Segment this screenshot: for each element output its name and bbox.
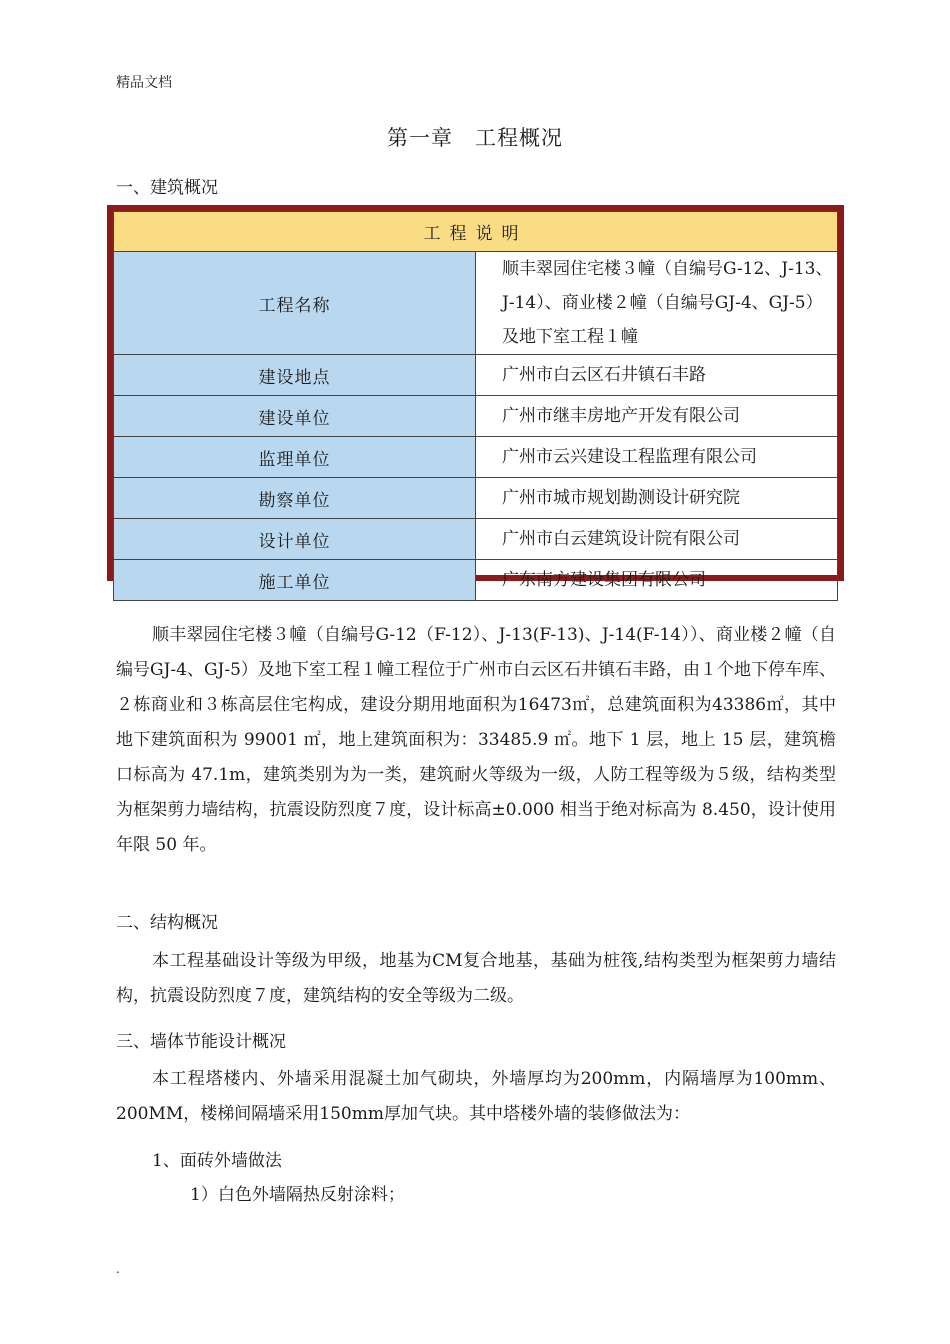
row-value: 广州市白云建筑设计院有限公司 (476, 519, 838, 560)
row-value: 顺丰翠园住宅楼３幢（自编号G-12、J-13、J-14）、商业楼２幢（自编号GJ-4、GJ-5）及地下室工程１幢 (476, 252, 838, 355)
row-label: 设计单位 (114, 519, 476, 560)
row-label: 建设地点 (114, 355, 476, 396)
project-info-table (107, 205, 844, 593)
paragraph-wall-energy: 本工程塔楼内、外墙采用混凝土加气砌块，外墙厚均为200mm，内隔墙厚为100mm、200MM，楼梯间隔墙采用150mm厚加气块。其中塔楼外墙的装修做法为： (116, 1069, 836, 1124)
header-note: 精品文档 (116, 75, 172, 91)
row-label: 工程名称 (114, 252, 476, 355)
row-value: 广东南方建设集团有限公司 (476, 560, 838, 601)
row-label: 监理单位 (114, 437, 476, 478)
row-label: 建设单位 (114, 396, 476, 437)
list-item: 1、面砖外墙做法 (152, 1151, 282, 1171)
section-heading-2: 二、结构概况 (116, 913, 218, 933)
row-label: 施工单位 (114, 560, 476, 601)
row-label: 勘察单位 (114, 478, 476, 519)
row-value: 广州市白云区石井镇石丰路 (476, 355, 838, 396)
list-item: 1）白色外墙隔热反射涂料； (190, 1185, 405, 1205)
row-value: 广州市继丰房地产开发有限公司 (476, 396, 838, 437)
row-value: 广州市城市规划勘测设计研究院 (476, 478, 838, 519)
section-heading-1: 一、建筑概况 (116, 178, 218, 198)
paragraph-building-overview: 顺丰翠园住宅楼３幢（自编号G-12（F-12）、J-13(F-13)、J-14(F-14））、商业楼２幢（自编号GJ-4、GJ-5）及地下室工程１幢工程位于广州市白云区石井镇石丰路，由１个地下停车库、２栋商业和３栋高层住宅构成，建设分期用地面积为16473㎡，总建筑面积为43386㎡，其中地下建筑面积为 99001 ㎡，地上建筑面积为：33485.9 ㎡。地下 1 层，地上 15 层，建筑檐口标高为 47.1m，建筑类别为为一类，建筑耐火等级为一级，人防工程等级为５级，结构类型为框架剪力墙结构，抗震设防烈度７度，设计标高±0.000 相当于绝对标高为 8.450，设计使用年限 50 年。 (116, 625, 836, 855)
footer-dot: . (116, 1262, 120, 1276)
section-heading-3: 三、墙体节能设计概况 (116, 1032, 286, 1052)
table-title: 工程说明 (114, 212, 838, 252)
row-value: 广州市云兴建设工程监理有限公司 (476, 437, 838, 478)
chapter-title: 第一章 工程概况 (387, 126, 563, 150)
paragraph-structure-overview: 本工程基础设计等级为甲级，地基为CM复合地基，基础为桩筏,结构类型为框架剪力墙结构，抗震设防烈度７度，建筑结构的安全等级为二级。 (116, 951, 836, 1006)
